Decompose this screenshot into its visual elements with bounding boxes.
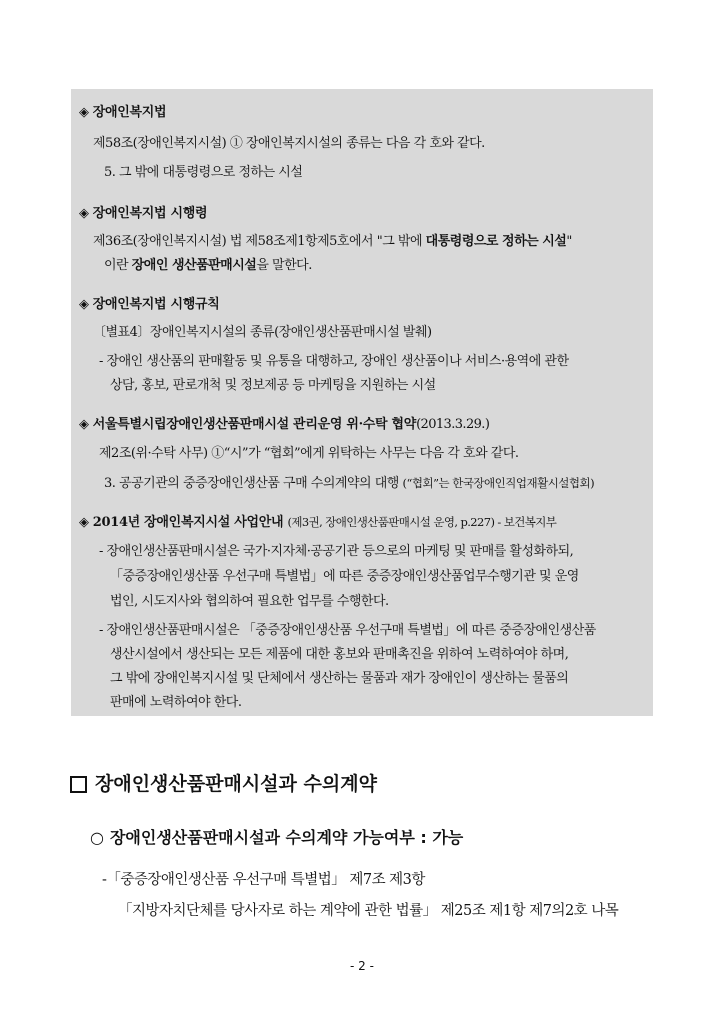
diamond-bullet-icon: ◈ — [79, 515, 89, 530]
subsection-title: ○ 장애인생산품판매시설과 수의계약 가능여부 : 가능 — [90, 828, 464, 847]
heading-enforcement-rule: ◈ 장애인복지법 시행규칙 — [79, 297, 220, 312]
reference-local-contract-act: 「지방자치단체를 당사자로 하는 계약에 관한 법률」 제25조 제1항 제7의2호 나목 — [118, 903, 619, 919]
decree-article-36-line2: 이란 장애인 생산품판매시설을 말한다. — [104, 258, 312, 273]
rule-annex-4: 〔별표4〕장애인복지시설의 종류(장애인생산품판매시설 발췌) — [93, 325, 432, 340]
section-title: 장애인생산품판매시설과 수의계약 — [70, 772, 377, 796]
rule-item-line1: - 장애인 생산품의 판매활동 및 유통을 대행하고, 장애인 생산품이나 서비스·용역에 관한 — [99, 354, 569, 369]
heading-seoul-agreement: ◈ 서울특별시립장애인생산품판매시설 관리운영 위·수탁 협약(2013.3.29.) — [79, 417, 490, 432]
agreement-article-2: 제2조(위·수탁 사무) ①“시”가 “협회”에게 위탁하는 사무는 다음 각 호와 같다. — [99, 446, 519, 461]
rule-item-line2: 상담, 홍보, 판로개척 및 정보제공 등 마케팅을 지원하는 시설 — [110, 378, 436, 393]
guide-bullet1-line2: 「중증장애인생산품 우선구매 특별법」에 따른 중증장애인생산품업무수행기관 및 운영 — [110, 569, 579, 584]
diamond-bullet-icon: ◈ — [79, 105, 89, 120]
welfare-act-item-5: 5. 그 밖에 대통령령으로 정하는 시설 — [104, 165, 303, 180]
guide-bullet1-line3: 법인, 시도지사와 협의하여 필요한 업무를 수행한다. — [110, 594, 389, 609]
checkbox-square-icon — [70, 776, 87, 793]
agreement-item-3: 3. 공공기관의 중증장애인생산품 구매 수의계약의 대행 (“협회”는 한국장애인직업재활시설협회) — [104, 476, 595, 491]
decree-article-36-line1: 제36조(장애인복지시설) 법 제58조제1항제5호에서 "그 밖에 대통령령으로 정하는 시설" — [93, 234, 572, 249]
heading-welfare-act: ◈ 장애인복지법 — [79, 105, 167, 120]
guide-bullet2-line1: - 장애인생산품판매시설은 「중증장애인생산품 우선구매 특별법」에 따른 중증장애인생산품 — [99, 623, 596, 638]
diamond-bullet-icon: ◈ — [79, 206, 89, 221]
guide-bullet2-line2: 생산시설에서 생산되는 모든 제품에 대한 홍보와 판매촉진을 위하여 노력하여야 하며, — [110, 647, 569, 662]
heading-enforcement-decree: ◈ 장애인복지법 시행령 — [79, 206, 208, 221]
welfare-act-article-58: 제58조(장애인복지시설) ① 장애인복지시설의 종류는 다음 각 호와 같다. — [93, 136, 485, 151]
circle-bullet-icon: ○ — [90, 828, 104, 847]
heading-business-guide-2014: ◈ 2014년 장애인복지시설 사업안내 (제3권, 장애인생산품판매시설 운영, p.227) - 보건복지부 — [79, 515, 557, 530]
guide-bullet1-line1: - 장애인생산품판매시설은 국가·지자체·공공기관 등으로의 마케팅 및 판매를 활성화하되, — [99, 544, 574, 559]
reference-priority-purchase-act: -「중증장애인생산품 우선구매 특별법」 제7조 제3항 — [102, 872, 425, 888]
diamond-bullet-icon: ◈ — [79, 417, 89, 432]
page-number: - 2 - — [350, 959, 374, 973]
guide-bullet2-line3: 그 밖에 장애인복지시설 및 단체에서 생산하는 물품과 재가 장애인이 생산하는 물품의 — [110, 671, 569, 686]
guide-bullet2-line4: 판매에 노력하여야 한다. — [110, 695, 242, 710]
diamond-bullet-icon: ◈ — [79, 297, 89, 312]
